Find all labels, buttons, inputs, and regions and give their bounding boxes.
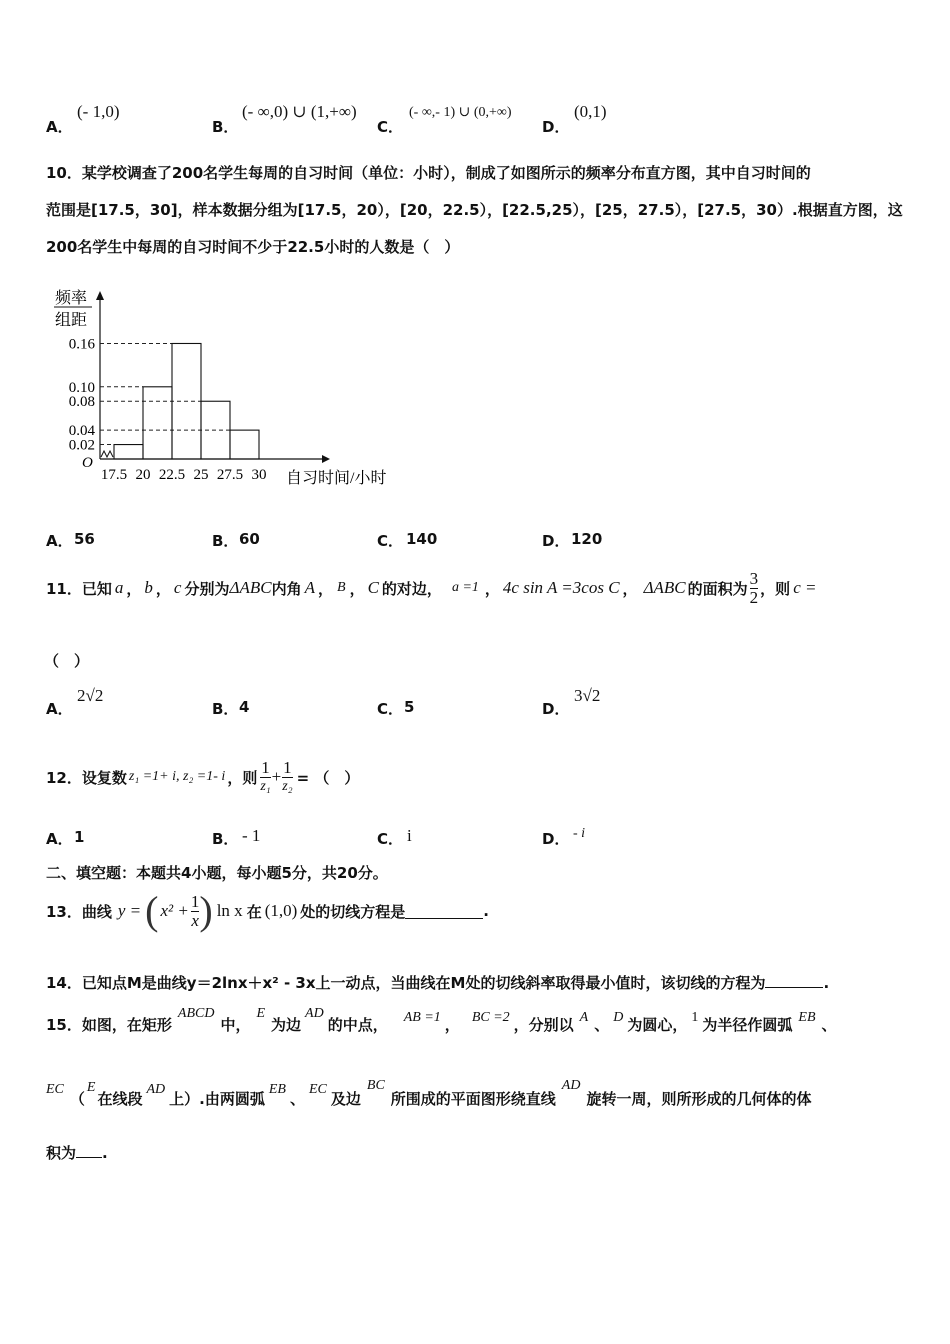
q11-option-a-label: A． — [46, 700, 73, 718]
q14-text: 14．已知点M是曲线y＝2lnx＋x² - 3x上一动点，当曲线在M处的切线斜率取得最小值时，该切线的方程为 — [46, 974, 766, 992]
histogram-bar-4 — [230, 430, 259, 459]
q14-end: . — [823, 974, 830, 992]
q11-var-c: c — [173, 578, 182, 597]
y-tick-label-1: 0.10 — [68, 379, 95, 396]
q15-text-4: 的中点， — [327, 1015, 388, 1034]
q11-option-b-label: B． — [212, 700, 239, 718]
q9-option-a-value: (- 1,0) — [77, 102, 120, 121]
q15-text-14: 积为 — [46, 1144, 77, 1162]
q13-left-paren: ( — [145, 888, 159, 933]
q9-option-d-label: D． — [542, 118, 570, 136]
q12-text-1: 设复数 — [81, 768, 127, 787]
q12-option-a-label: A． — [46, 830, 73, 848]
y-axis-label-bottom: 组距 — [55, 312, 88, 329]
q15-bc-2: BC — [366, 1078, 385, 1093]
q9-option-c-label: C． — [377, 118, 404, 136]
q10-option-c-value: 140 — [406, 530, 438, 548]
q10-option-d-value: 120 — [571, 530, 603, 548]
q11-option-d-value: 3√2 — [574, 686, 601, 705]
q15-text-6: 为圆心， — [627, 1015, 688, 1034]
x-tick-label-5: 30 — [251, 467, 267, 483]
q13-text-2: 在 — [246, 902, 262, 921]
q12-f1-den: z₁ — [260, 778, 271, 794]
q12-option-c-value: i — [407, 826, 412, 845]
section-2-heading: 二、填空题：本题共4小题，每小题5分，共20分。 — [46, 864, 388, 882]
q11-text-6: ，则 — [760, 579, 791, 598]
q15-ab: AB =1 — [403, 1010, 441, 1025]
q12-option-c-label: C． — [377, 830, 404, 848]
x-tick-label-2: 22.5 — [158, 467, 186, 483]
q11-option-c-label: C． — [377, 700, 404, 718]
q13-statement — [46, 884, 489, 938]
q11-option-d-label: D． — [542, 700, 570, 718]
q12-fraction-2 — [282, 759, 292, 796]
q15-text-13: 旋转一周，则所形成的几何体的体 — [586, 1089, 812, 1108]
origin-label: O — [82, 455, 93, 471]
q11-text-5: 的面积为 — [687, 579, 748, 598]
y-tick-label-4: 0.02 — [68, 437, 95, 454]
q12-f1-num: 1 — [261, 757, 270, 777]
q15-text-11: 及边 — [330, 1089, 361, 1108]
q11-sep-6: ， — [622, 579, 638, 598]
q15-answer-blank[interactable] — [76, 1143, 102, 1158]
q15-ad: AD — [305, 1006, 324, 1021]
q15-text-9: 在线段 — [97, 1089, 143, 1108]
q11-sep-4: ， — [349, 579, 365, 598]
q11-area-fraction — [750, 570, 759, 607]
q10-option-b-value: 60 — [239, 530, 260, 548]
q10-option-a-label: A． — [46, 532, 73, 550]
q11-answer-paren: （ ） — [44, 652, 90, 670]
x-axis-label: 自习时间/小时 — [286, 470, 387, 487]
q11-cond-1: a =1 — [451, 580, 479, 595]
q11-option-b-value: 4 — [239, 698, 250, 716]
q13-answer-blank[interactable] — [405, 904, 483, 919]
q11-option-a-value: 2√2 — [77, 686, 104, 705]
q11-triangle-2: ΔABC — [643, 578, 686, 597]
x-axis-arrow — [322, 455, 330, 463]
q11-angle-c: C — [367, 578, 379, 597]
y-tick-label-0: 0.16 — [68, 336, 95, 353]
q11-text-2: 分别为 — [184, 579, 230, 598]
q12-statement — [46, 742, 359, 812]
q15-one: 1 — [691, 1010, 699, 1025]
q14-statement — [46, 972, 829, 993]
x-tick-label-4: 27.5 — [216, 467, 244, 483]
q15-bc: BC =2 — [471, 1010, 510, 1025]
q12-option-b-label: B． — [212, 830, 239, 848]
frequency-histogram — [40, 280, 420, 495]
q9-option-c-value: (- ∞,- 1) ∪ (0,+∞) — [409, 105, 512, 120]
q15-sep: ， — [444, 1015, 460, 1034]
q13-y-eq: y = — [117, 901, 142, 920]
q12-option-b-value: - 1 — [242, 826, 261, 845]
q12-definition: z₁ =1+ i, z₂ =1- i — [128, 769, 226, 784]
q15-e-2: E — [86, 1080, 96, 1095]
q11-triangle: ΔABC — [229, 578, 272, 597]
q15-ad-3: AD — [561, 1078, 581, 1093]
q15-text-5: ，分别以 — [513, 1015, 574, 1034]
y-axis-arrow — [96, 291, 104, 300]
q15-end: . — [102, 1144, 108, 1162]
q15-text-1: 如图，在矩形 — [81, 1015, 172, 1034]
q11-statement — [46, 563, 816, 613]
q15-dun: 、 — [594, 1015, 610, 1034]
q15-number: 15． — [46, 1015, 82, 1034]
q11-var-a: a — [114, 578, 124, 597]
q10-option-c-label: C． — [377, 532, 404, 550]
q15-text-2: 中， — [220, 1015, 251, 1034]
q11-sep-3: ， — [317, 579, 333, 598]
q15-text-8: （ — [69, 1089, 85, 1108]
q13-text-3: 处的切线方程是 — [300, 902, 406, 921]
q13-x-squared: x² + — [160, 901, 189, 920]
q15-text-7: 为半径作圆弧 — [702, 1015, 793, 1034]
q15-eb: EB — [798, 1010, 816, 1025]
q11-angle-b: B — [337, 580, 346, 595]
q13-point: (1,0) — [264, 901, 298, 920]
q12-eq-paren: = （ ） — [296, 768, 360, 787]
q11-var-b: b — [144, 578, 153, 597]
q11-text-1: 已知 — [81, 579, 112, 598]
q10-line-3: 200名学生中每周的自习时间不少于22.5小时的人数是（ ） — [46, 238, 460, 256]
q13-right-paren: ) — [199, 888, 213, 933]
q11-sep-2: ， — [155, 579, 171, 598]
q11-c-eq: c = — [793, 578, 817, 597]
x-tick-label-1: 20 — [135, 467, 151, 483]
q12-text-2: ，则 — [227, 768, 258, 787]
q9-option-a-label: A． — [46, 118, 73, 136]
q9-option-b-value: (- ∞,0) ∪ (1,+∞) — [242, 102, 357, 121]
q15-ec-2: EC — [308, 1082, 327, 1097]
q14-answer-blank[interactable] — [765, 973, 823, 988]
q12-plus: + — [271, 767, 282, 786]
q10-line-2: 范围是[17.5，30]，样本数据分组为[17.5，20），[20，22.5），[22.5,25），[25，27.5），[27.5，30）.根据直方图，这 — [46, 201, 903, 219]
q11-text-4: 的对边， — [381, 579, 442, 598]
q10-option-b-label: B． — [212, 532, 239, 550]
q15-a: A — [579, 1010, 589, 1025]
q11-cond-2: 4c sin A =3cos C — [502, 578, 620, 597]
q12-f2-den: z₂ — [282, 778, 293, 794]
q15-ad-2: AD — [146, 1082, 166, 1097]
q15-text-12: 所围成的平面图形绕直线 — [390, 1089, 556, 1108]
q10-option-a-value: 56 — [74, 530, 95, 548]
q12-option-a-value: 1 — [74, 828, 85, 846]
axis-break-icon — [101, 451, 113, 457]
x-tick-label-0: 17.5 — [100, 467, 128, 483]
y-axis-label-top: 频率 — [55, 290, 88, 307]
q15-line-3 — [46, 1142, 108, 1163]
q15-dun-3: 、 — [289, 1089, 305, 1108]
q15-eb-2: EB — [268, 1082, 286, 1097]
q9-option-d-value: (0,1) — [574, 102, 607, 121]
q12-option-d-value: - i — [573, 826, 586, 841]
y-tick-label-2: 0.08 — [68, 394, 95, 411]
q13-f-num: 1 — [190, 891, 200, 911]
y-tick-label-3: 0.04 — [68, 423, 95, 440]
q12-fraction-1 — [260, 759, 270, 796]
q13-text-1: 曲线 — [81, 902, 112, 921]
q15-e: E — [256, 1006, 266, 1021]
q12-option-d-label: D． — [542, 830, 570, 848]
q9-option-b-label: B． — [212, 118, 239, 136]
q15-text-10: 上）.由两圆弧 — [169, 1089, 265, 1108]
q15-abcd: ABCD — [177, 1006, 215, 1021]
q13-fraction — [191, 893, 200, 930]
q15-line-1 — [46, 1004, 837, 1044]
q15-dun-2: 、 — [821, 1015, 837, 1034]
q11-number: 11． — [46, 579, 82, 598]
q13-f-den: x — [191, 910, 199, 930]
q13-end: . — [483, 902, 489, 920]
histogram-bar-0 — [114, 445, 143, 459]
q15-d: D — [613, 1010, 624, 1025]
x-tick-label-3: 25 — [193, 467, 209, 483]
q11-sep-1: ， — [126, 579, 142, 598]
q11-sep-5: ， — [484, 579, 500, 598]
q13-lnx: ln x — [216, 901, 243, 920]
q11-area-den: 2 — [749, 587, 759, 607]
q10-line-1: 10．某学校调查了200名学生每周的自习时间（单位：小时），制成了如图所示的频率分布直方图，其中自习时间的 — [46, 164, 811, 182]
q11-option-c-value: 5 — [404, 698, 415, 716]
histogram-bar-1 — [143, 387, 172, 459]
q11-area-num: 3 — [749, 568, 759, 588]
q11-angle-a: A — [304, 578, 315, 597]
q15-text-3: 为边 — [271, 1015, 302, 1034]
q13-number: 13． — [46, 902, 82, 921]
q11-text-3: 内角 — [271, 579, 302, 598]
q12-number: 12． — [46, 768, 82, 787]
q15-ec: EC — [46, 1082, 64, 1097]
q12-f2-num: 1 — [283, 757, 292, 777]
q10-option-d-label: D． — [542, 532, 570, 550]
q15-line-2 — [46, 1078, 811, 1118]
